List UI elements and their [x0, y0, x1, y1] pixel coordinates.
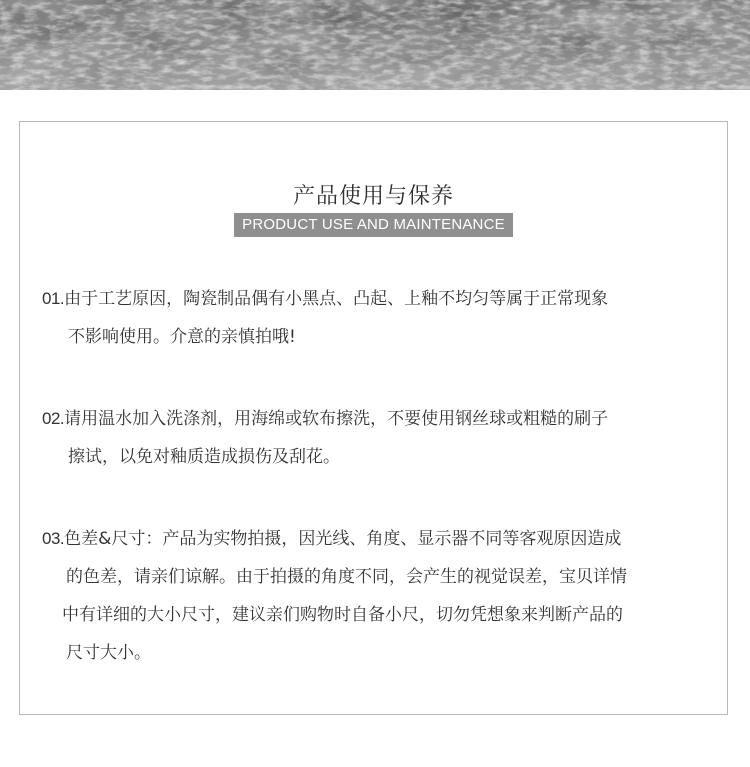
care-item-1-number: 01.	[42, 289, 65, 308]
care-item-2-line-2: 擦试，以免对釉质造成损伤及刮花。	[68, 447, 340, 467]
care-item-3-line-4: 尺寸大小。	[66, 643, 151, 663]
stone-texture-image	[0, 0, 750, 90]
care-item-3-line-2: 的色差，请亲们谅解。由于拍摄的角度不同，会产生的视觉误差，宝贝详情	[66, 567, 627, 587]
care-item-1-line-1	[42, 289, 608, 309]
care-item-3-number: 03.	[42, 529, 65, 548]
heading-english-wrap	[20, 213, 727, 237]
care-item-1	[42, 280, 722, 356]
care-item-3-text-1: 色差&尺寸：产品为实物拍摄，因光线、角度、显示器不同等客观原因造成	[64, 529, 622, 549]
care-item-1-line-2: 不影响使用。介意的亲慎拍哦!	[68, 327, 296, 347]
care-item-2	[42, 400, 722, 476]
care-instructions-frame	[19, 121, 728, 715]
care-item-3-line-3: 中有详细的大小尺寸，建议亲们购物时自备小尺，切勿凭想象来判断产品的	[62, 605, 623, 625]
stone-texture-banner	[0, 0, 750, 90]
care-item-2-number: 02.	[42, 409, 65, 428]
heading-chinese: 产品使用与保养	[292, 184, 454, 209]
care-item-1-text-1: 由于工艺原因，陶瓷制品偶有小黑点、凸起、上釉不均匀等属于正常现象	[64, 289, 609, 309]
care-item-2-line-1	[42, 409, 608, 429]
heading-english-label: PRODUCT USE AND MAINTENANCE	[234, 213, 513, 237]
care-item-2-text-1: 请用温水加入洗涤剂，用海绵或软布擦洗，不要使用钢丝球或粗糙的刷子	[64, 409, 609, 429]
care-item-3	[42, 520, 722, 672]
care-item-3-line-1	[42, 529, 621, 549]
